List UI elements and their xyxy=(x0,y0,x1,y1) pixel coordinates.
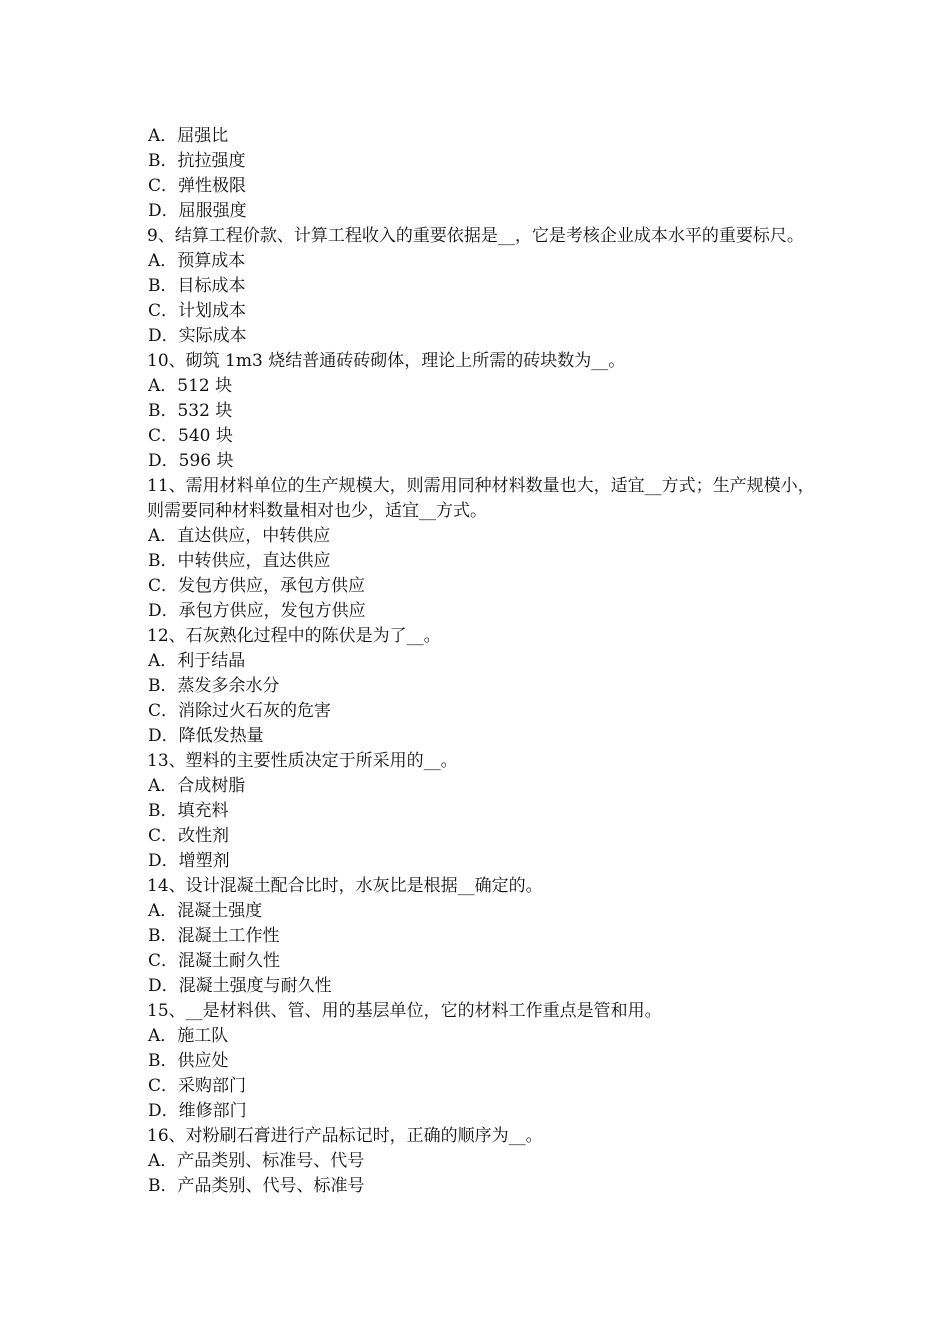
option-line: B．产品类别、代号、标准号 xyxy=(148,1176,365,1196)
question-line: 12、石灰熟化过程中的陈伏是为了__。 xyxy=(147,626,441,646)
option-line: A．施工队 xyxy=(148,1026,229,1046)
option-line: A．屈强比 xyxy=(148,126,229,146)
question-line: 9、结算工程价款、计算工程收入的重要依据是__，它是考核企业成本水平的重要标尺。 xyxy=(147,226,804,246)
option-line: D．596 块 xyxy=(148,451,234,471)
option-line: B．中转供应，直达供应 xyxy=(148,551,331,571)
option-line: D．维修部门 xyxy=(148,1101,247,1121)
question-line: 15、__是材料供、管、用的基层单位，它的材料工作重点是管和用。 xyxy=(147,1001,662,1021)
option-line: B．混凝土工作性 xyxy=(148,926,280,946)
option-line: C．混凝土耐久性 xyxy=(148,951,281,971)
option-line: C．弹性极限 xyxy=(148,176,247,196)
option-line: B．抗拉强度 xyxy=(148,151,246,171)
option-line: B．蒸发多余水分 xyxy=(148,676,280,696)
document-body xyxy=(147,124,817,1199)
option-line: C．改性剂 xyxy=(148,826,230,846)
option-line: D．承包方供应，发包方供应 xyxy=(148,601,366,621)
option-line: B．供应处 xyxy=(148,1051,229,1071)
option-line: C．540 块 xyxy=(148,426,233,446)
option-line: A．预算成本 xyxy=(148,251,246,271)
question-line: 11、需用材料单位的生产规模大，则需用同种材料数量也大，适宜__方式；生产规模小，则需要同种材料数量相对也少，适宜__方式。 xyxy=(147,476,815,521)
option-line: D．屈服强度 xyxy=(148,201,247,221)
option-line: C．发包方供应，承包方供应 xyxy=(148,576,366,596)
option-line: A．512 块 xyxy=(148,376,233,396)
option-line: C．采购部门 xyxy=(148,1076,247,1096)
option-line: C．消除过火石灰的危害 xyxy=(148,701,332,721)
option-line: A．利于结晶 xyxy=(148,651,246,671)
option-line: A．合成树脂 xyxy=(148,776,246,796)
option-line: A．产品类别、标准号、代号 xyxy=(148,1151,365,1171)
option-line: D．增塑剂 xyxy=(148,851,230,871)
option-line: C．计划成本 xyxy=(148,301,247,321)
option-line: B．目标成本 xyxy=(148,276,246,296)
option-line: A．直达供应，中转供应 xyxy=(148,526,331,546)
option-line: B．填充料 xyxy=(148,801,229,821)
option-line: A．混凝土强度 xyxy=(148,901,263,921)
option-line: D．降低发热量 xyxy=(148,726,264,746)
question-line: 10、砌筑 1m3 烧结普通砖砖砌体，理论上所需的砖块数为__。 xyxy=(147,351,626,371)
question-line: 16、对粉刷石膏进行产品标记时，正确的顺序为__。 xyxy=(147,1126,543,1146)
option-line: D．混凝土强度与耐久性 xyxy=(148,976,332,996)
option-line: D．实际成本 xyxy=(148,326,247,346)
option-line: B．532 块 xyxy=(148,401,233,421)
question-line: 14、设计混凝土配合比时，水灰比是根据__确定的。 xyxy=(147,876,543,896)
question-line: 13、塑料的主要性质决定于所采用的__。 xyxy=(147,751,458,771)
